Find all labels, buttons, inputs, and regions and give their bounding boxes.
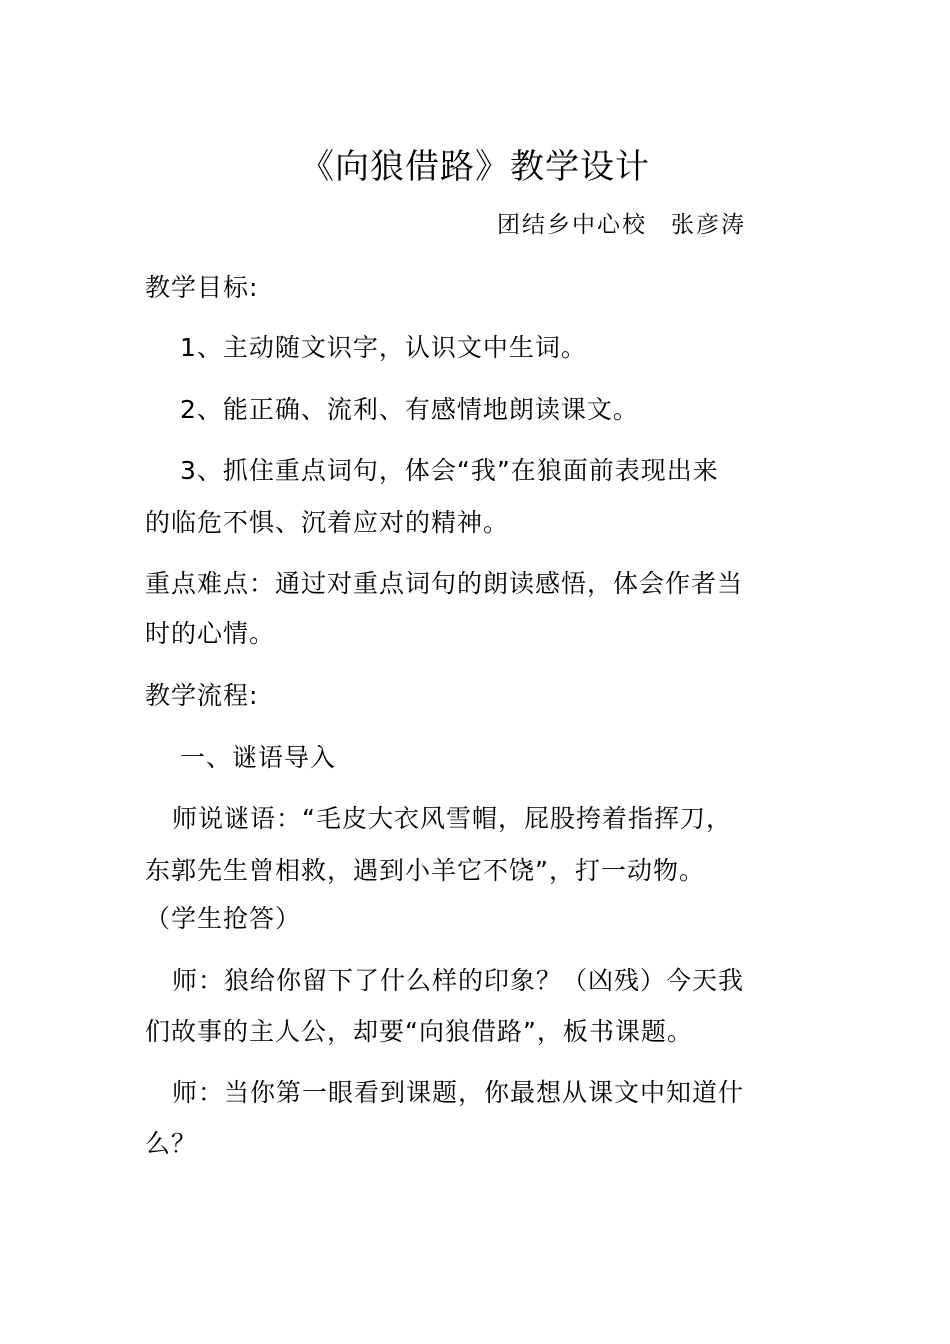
teacher-question-2-continued: 么？ xyxy=(145,1129,198,1158)
student-answer-note: （学生抢答） xyxy=(145,904,302,933)
author-school: 团结乡中心校 xyxy=(497,212,647,238)
objective-1: 1、主动随文识字，认识文中生词。 xyxy=(180,333,587,362)
document-title: 《向狼借路》教学设计 xyxy=(300,147,650,187)
teacher-question-2: 师：当你第一眼看到课题，你最想从课文中知道什 xyxy=(172,1078,745,1107)
riddle-line-2: 东郭先生曾相救，遇到小羊它不饶”，打一动物。 xyxy=(145,856,705,885)
objective-3-continued: 的临危不惧、沉着应对的精神。 xyxy=(145,508,510,537)
key-difficulty-continued: 时的心情。 xyxy=(145,619,276,648)
teacher-question-1: 师：狼给你留下了什么样的印象？（凶残）今天我 xyxy=(172,966,745,995)
key-difficulty: 重点难点：通过对重点词句的朗读感悟，体会作者当 xyxy=(145,569,744,598)
author-name: 张彦涛 xyxy=(671,212,746,238)
riddle-line-1: 师说谜语：“毛皮大衣风雪帽，屁股挎着指挥刀， xyxy=(172,804,732,833)
teacher-question-1-continued: 们故事的主人公，却要“向狼借路”，板书课题。 xyxy=(145,1017,693,1046)
objective-2: 2、能正确、流利、有感情地朗读课文。 xyxy=(180,395,639,424)
objective-3: 3、抓住重点词句，体会“我”在狼面前表现出来 xyxy=(180,456,719,485)
author-line xyxy=(497,210,746,240)
step-1-heading: 一、谜语导入 xyxy=(180,743,337,772)
section-heading-process: 教学流程: xyxy=(145,681,259,710)
section-heading-objectives: 教学目标: xyxy=(145,273,259,302)
